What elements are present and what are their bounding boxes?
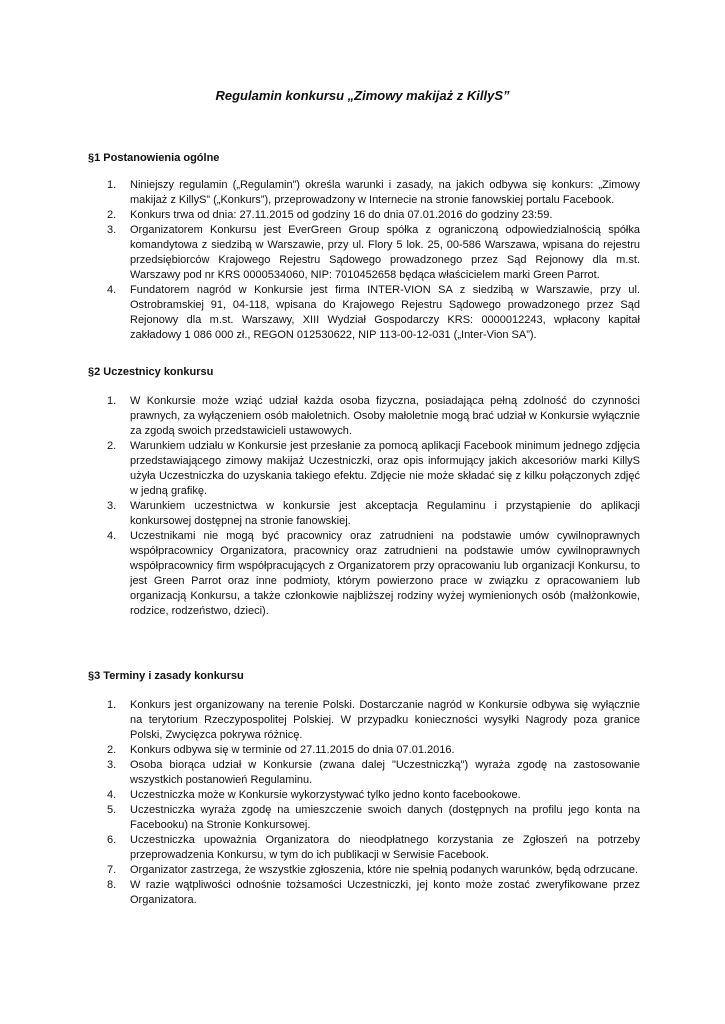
section-general-provisions [88, 152, 640, 343]
list-item: 1. Konkurs jest organizowany na terenie Polski. Dostarczanie nagród w Konkursie odbywa się wyłącznie na terytorium Rzeczypospolitej Polskiej. W przypadku konieczności wysyłki Nagrody poza granice Polski, Zwycięzca pokrywa różnicę. [107, 699, 640, 741]
section-heading: §2 Uczestnicy konkursu [88, 366, 214, 378]
list-item: 2. Konkurs trwa od dnia: 27.11.2015 od godziny 16 do dnia 07.01.2016 do godziny 23:59. [107, 209, 553, 221]
list-item: 3. Warunkiem uczestnictwa w konkursie jest akceptacja Regulaminu i przystąpienie do aplikacji konkursowej dostępnej na stronie fanowskiej. [107, 500, 640, 527]
list-item: 5. Uczestniczka wyraża zgodę na umieszczenie swoich danych (dostępnych na profilu jego konta na Facebooku) na Stronie Konkursowej. [107, 804, 640, 831]
document-title: Regulamin konkursu „Zimowy makijaż z KillyS” [215, 88, 510, 103]
section-heading: §3 Terminy i zasady konkursu [88, 670, 244, 682]
list-item: 6. Uczestniczka upoważnia Organizatora do nieodpłatnego korzystania ze Zgłoszeń na potrzeby przeprowadzenia Konkursu, w tym do ich publikacji w Serwisie Facebook. [107, 834, 640, 861]
list-item: 4. Fundatorem nagród w Konkursie jest firma INTER-VION SA z siedzibą w Warszawie, przy ul. Ostrobramskiej 91, 04-118, wpisana do Krajowego Rejestru Sądowego prowadzonego przez Sąd Rejonowy dla m.st. Warszawy, XIII Wydział Gospodarczy KRS: 0000012243, wpłacony kapitał zakładowy 1 086 000 zł., REGON 012530622, NIP 113-00-12-031 („Inter-Vion SA”). [107, 284, 640, 341]
list-item: 1. W Konkursie może wziąć udział każda osoba fizyczna, posiadająca pełną zdolność do czynności prawnych, za wyłączeniem osób małoletnich. Osoby małoletnie mogą brać udział w Konkursie wyłącznie za zgodą swoich przedstawicieli ustawowych. [107, 395, 640, 437]
list-item: 7. Organizator zastrzega, że wszystkie zgłoszenia, które nie spełnią podanych warunków, będą odrzucane. [107, 864, 639, 876]
list-item: 4. Uczestniczka może w Konkursie wykorzystywać tylko jedno konto facebookowe. [107, 789, 521, 801]
list-item: 3. Osoba biorąca udział w Konkursie (zwana dalej "Uczestniczką") wyraża zgodę na zastosowanie wszystkich postanowień Regulaminu. [107, 759, 640, 786]
section-terms-and-rules [88, 670, 640, 908]
section-list [88, 698, 640, 908]
list-item: 1. Niniejszy regulamin („Regulamin”) określa warunki i zasady, na jakich odbywa się konkurs: „Zimowy makijaż z KillyS” („Konkurs”), przeprowadzony w Internecie na stronie fanowskiej portalu Facebook. [107, 179, 640, 206]
list-item: 8. W razie wątpliwości odnośnie tożsamości Uczestniczki, jej konto może zostać zweryfikowane przez Organizatora. [107, 879, 640, 906]
list-item: 3. Organizatorem Konkursu jest EverGreen Group spółka z ograniczoną odpowiedzialnością spółka komandytowa z siedzibą w Warszawie, przy ul. Flory 5 lok. 25, 00-586 Warszawa, wpisana do rejestru przedsiębiorców Krajowego Rejestru Sądowego prowadzonego przez Sąd Rejonowy dla m.st. Warszawy pod nr KRS 0000534060, NIP: 7010452658 będąca właścicielem marki Green Parrot. [107, 224, 640, 281]
section-heading: §1 Postanowienia ogólne [88, 152, 220, 164]
section-participants [88, 366, 640, 619]
section-list [88, 394, 640, 619]
list-item: 4. Uczestnikami nie mogą być pracownicy oraz zatrudnieni na podstawie umów cywilnoprawnych współpracownicy Organizatora, pracownicy oraz zatrudnieni na podstawie umów cywilnoprawnych współpracownicy firm współpracujących z Organizatorem przy opracowaniu lub organizacji Konkursu, to jest Green Parrot oraz inne podmioty, którym powierzono prace w związku z opracowaniem lub organizacją Konkursu, a także członkowie najbliższej rodziny wyżej wymienionych osób (małżonkowie, rodzice, rodzeństwo, dzieci). [107, 530, 640, 617]
section-list [88, 178, 640, 343]
list-item: 2. Konkurs odbywa się w terminie od 27.11.2015 do dnia 07.01.2016. [107, 744, 455, 756]
list-item: 2. Warunkiem udziału w Konkursie jest przesłanie za pomocą aplikacji Facebook minimum jednego zdjęcia przedstawiającego zimowy makijaż Uczestniczki, oraz opis informujący jakich akcesoriów marki KillyS użyła Uczestniczka do uzyskania takiego efektu. Zdjęcie nie może składać się z kilku połączonych zdjęć w jedną grafikę. [107, 440, 640, 497]
